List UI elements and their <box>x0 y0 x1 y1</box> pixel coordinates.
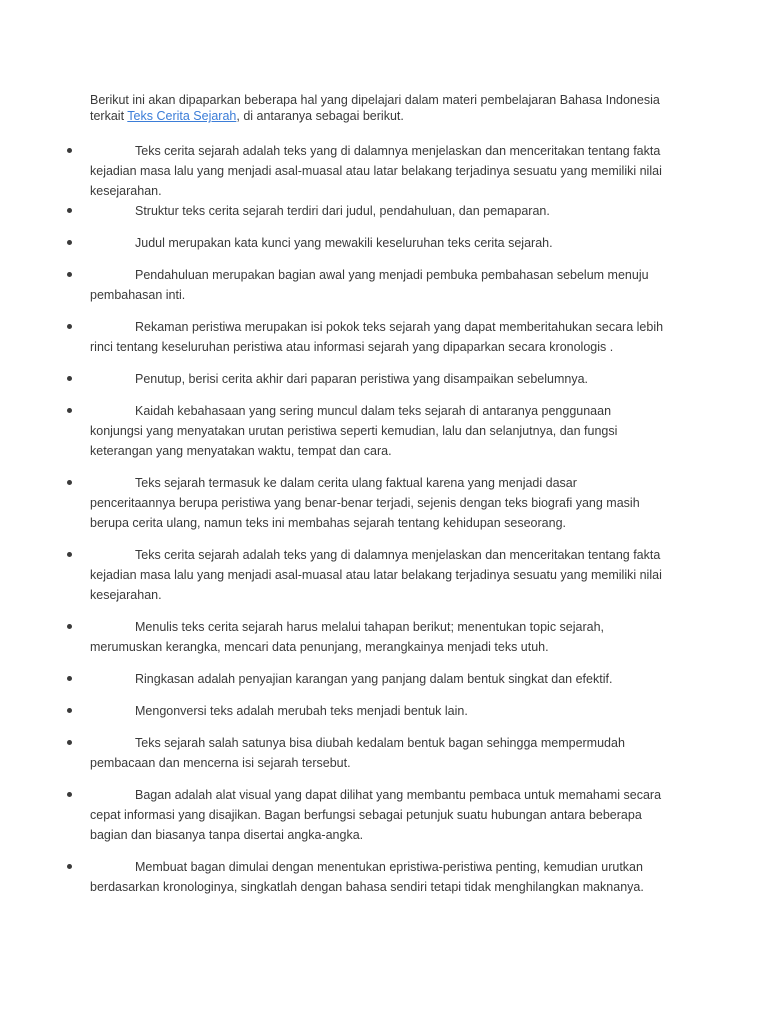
bullet-icon <box>67 376 72 381</box>
bullet-icon <box>67 552 72 557</box>
bullet-icon <box>67 676 72 681</box>
bullet-icon <box>67 792 72 797</box>
list-item <box>0 201 665 221</box>
list-item-text: Rekaman peristiwa merupakan isi pokok teks sejarah yang dapat memberitahukan secara lebih rinci tentang keseluruhan peristiwa atau informasi sejarah yang dipaparkan secara kronologis . <box>90 320 664 354</box>
list-item-text: Teks cerita sejarah adalah teks yang di dalamnya menjelaskan dan menceritakan tentang fakta kejadian masa lalu yang menjadi asal-muasal atau latar belakang terjadinya sesuatu yang memiliki nilai kesejarahan. <box>90 548 662 602</box>
bullet-icon <box>67 324 72 329</box>
list-item <box>0 669 665 689</box>
bullet-icon <box>67 708 72 713</box>
list-item-text: Membuat bagan dimulai dengan menentukan epristiwa-peristiwa penting, kemudian urutkan berdasarkan kronologinya, singkatlah dengan bahasa sendiri tetapi tidak menghilangkan maknanya. <box>90 860 644 894</box>
list-item-text: Pendahuluan merupakan bagian awal yang menjadi pembuka pembahasan sebelum menuju pembahasan inti. <box>90 268 649 302</box>
list-item <box>0 733 665 773</box>
list-item <box>0 617 665 657</box>
list-item-text: Teks sejarah termasuk ke dalam cerita ulang faktual karena yang menjadi dasar penceritaannya berupa peristiwa yang benar-benar terjadi, sejenis dengan teks biografi yang masih berupa cerita ulang, namun teks ini membahas sejarah tentang kehidupan seseorang. <box>90 476 640 530</box>
bullet-icon <box>67 864 72 869</box>
bullet-icon <box>67 624 72 629</box>
list-item-text: Judul merupakan kata kunci yang mewakili keseluruhan teks cerita sejarah. <box>135 236 553 250</box>
list-item <box>0 545 665 605</box>
list-item <box>0 473 665 533</box>
bullet-icon <box>67 480 72 485</box>
bullet-icon <box>67 408 72 413</box>
list-item-text: Kaidah kebahasaan yang sering muncul dalam teks sejarah di antaranya penggunaan konjungsi yang menyatakan urutan peristiwa seperti kemudian, lalu dan selanjutnya, dan fungsi keterangan yang menyatakan waktu, tempat dan cara. <box>90 404 618 458</box>
bullet-list <box>0 141 768 909</box>
list-item-text: Ringkasan adalah penyajian karangan yang panjang dalam bentuk singkat dan efektif. <box>135 672 613 686</box>
intro-prefix: Berikut ini akan dipaparkan beberapa hal yang dipelajari dalam materi pembelajaran Bahasa Indonesia terkait <box>90 93 660 123</box>
list-item <box>0 785 665 845</box>
bullet-icon <box>67 272 72 277</box>
list-item <box>0 369 665 389</box>
list-item <box>0 265 665 305</box>
list-item-text: Teks sejarah salah satunya bisa diubah kedalam bentuk bagan sehingga mempermudah pembacaan dan mencerna isi sejarah tersebut. <box>90 736 625 770</box>
list-item-text: Menulis teks cerita sejarah harus melalui tahapan berikut; menentukan topic sejarah, merumuskan kerangka, mencari data penunjang, merangkainya menjadi teks utuh. <box>90 620 605 654</box>
list-item <box>0 701 665 721</box>
bullet-icon <box>67 148 72 153</box>
list-item-text: Bagan adalah alat visual yang dapat dilihat yang membantu pembaca untuk memahami secara cepat informasi yang disajikan. Bagan berfungsi sebagai petunjuk suatu hubungan antara beberapa bagian dan biasanya tanpa disertai angka-angka. <box>90 788 662 842</box>
list-item <box>0 317 665 357</box>
list-item <box>0 233 665 253</box>
bullet-icon <box>67 740 72 745</box>
intro-paragraph <box>90 92 690 124</box>
teks-cerita-sejarah-link[interactable]: Teks Cerita Sejarah <box>127 109 237 123</box>
list-item-text: Mengonversi teks adalah merubah teks menjadi bentuk lain. <box>135 704 468 718</box>
bullet-icon <box>67 208 72 213</box>
list-item-text: Struktur teks cerita sejarah terdiri dari judul, pendahuluan, dan pemaparan. <box>135 204 550 218</box>
list-item <box>0 857 665 897</box>
list-item-text: Penutup, berisi cerita akhir dari paparan peristiwa yang disampaikan sebelumnya. <box>135 372 589 386</box>
list-item-text: Teks cerita sejarah adalah teks yang di dalamnya menjelaskan dan menceritakan tentang fakta kejadian masa lalu yang menjadi asal-muasal atau latar belakang terjadinya sesuatu yang memiliki nilai kesejarahan. <box>90 144 662 198</box>
intro-suffix: , di antaranya sebagai berikut. <box>236 109 404 123</box>
list-item <box>0 401 665 461</box>
list-item <box>0 141 665 201</box>
bullet-icon <box>67 240 72 245</box>
